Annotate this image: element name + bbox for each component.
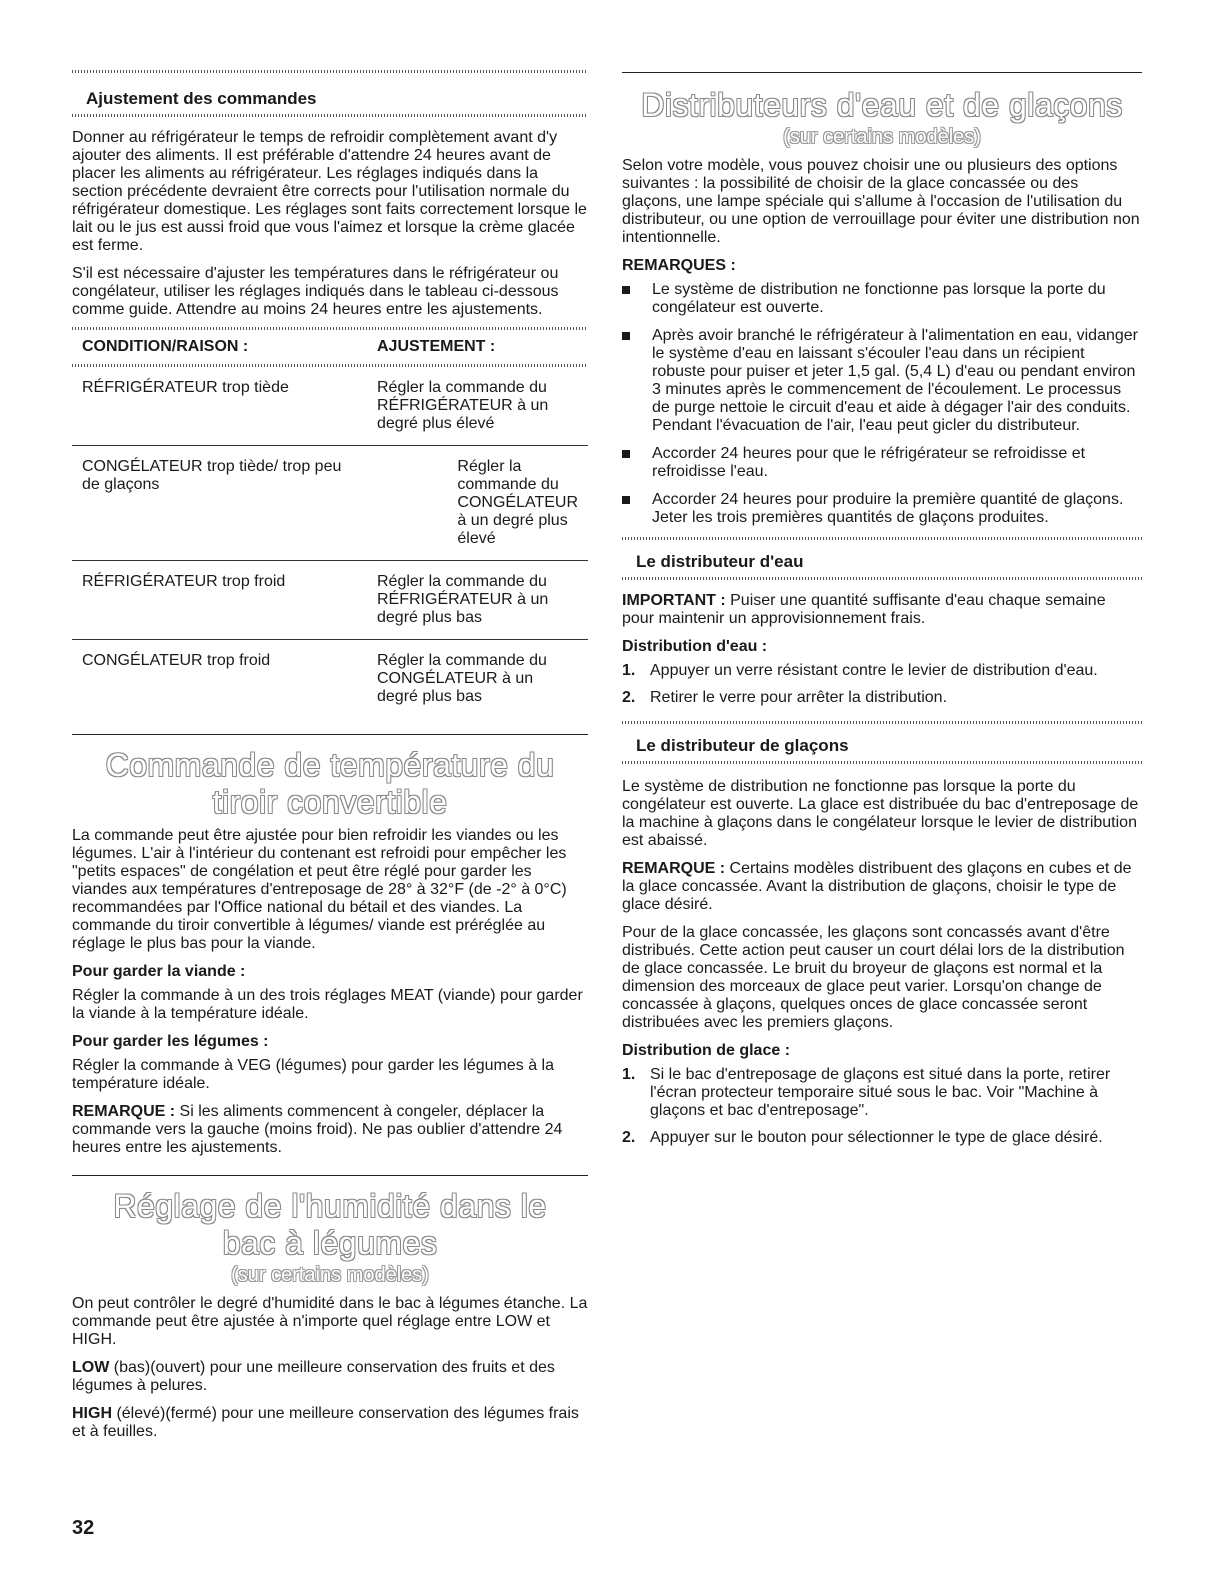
divider: [72, 114, 588, 117]
subheading-vegetables: Pour garder les légumes :: [72, 1033, 269, 1050]
section-heading-ice: Le distributeur de glaçons: [636, 736, 849, 755]
condition-cell: CONGÉLATEUR trop tiède/ trop peu de glaçons: [82, 458, 342, 493]
paragraph: Régler la commande à VEG (légumes) pour garder les légumes à la température idéale.: [72, 1057, 555, 1092]
table-row: [72, 561, 588, 640]
list-item: [622, 491, 1142, 527]
paragraph: S'il est nécessaire d'ajuster les températures dans le réfrigérateur ou congélateur, utiliser les réglages indiqués dans le tableau ci-dessous comme guide. Attendre au moins 24 heures entre les ajustements.: [72, 265, 559, 318]
section-heading-water: Le distributeur d'eau: [636, 552, 804, 571]
paragraph: Donner au réfrigérateur le temps de refroidir complètement avant d'y ajouter des aliments. Il est préférable d'attendre 24 heures avant de placer les aliments au réfrigérateur. Les réglages indiqués dans la section précédente devraient être corrects pour l'utilisation normale du réfrigérateur domestique. Les réglages sont faits correctement lorsque le lait ou le jus est aussi froid que vous l'aimez et lorsque la crème glacée est ferme.: [72, 129, 587, 254]
important-label: IMPORTANT :: [622, 592, 726, 609]
table-row: [72, 446, 588, 561]
list-item: 1. Si le bac d'entreposage de glaçons est situé dans la porte, retirer l'écran protecteur temporaire situé sous le bac. Voir "Machine à glaçons et bac d'entreposage".: [622, 1066, 1111, 1119]
low-text: (bas)(ouvert) pour une meilleure conservation des fruits et des légumes à pelures.: [72, 1359, 555, 1394]
paragraph: Régler la commande à un des trois réglages MEAT (viande) pour garder la viande à la température idéale.: [72, 987, 583, 1022]
remark-text: Si les aliments commencent à congeler, déplacer la commande vers la gauche (moins froid). Ne pas oublier d'attendre 24 heures entre les ajustements.: [72, 1103, 563, 1156]
remark-paragraph: [72, 1103, 588, 1157]
low-label: LOW: [72, 1359, 110, 1376]
section-title-drawer: Commande de température du tiroir convertible: [105, 747, 555, 820]
list-item-text: Appuyer sur le bouton pour sélectionner le type de glace désiré.: [650, 1129, 1103, 1146]
bullet-icon: [622, 332, 630, 340]
left-column: [72, 70, 588, 1451]
list-item: 2. Appuyer sur le bouton pour sélectionner le type de glace désiré.: [622, 1129, 1103, 1146]
list-item: 1. Appuyer un verre résistant contre le levier de distribution d'eau.: [622, 662, 1098, 679]
remark-paragraph: [622, 860, 1142, 914]
list-item-text: Si le bac d'entreposage de glaçons est situé dans la porte, retirer l'écran protecteur temporaire situé sous le bac. Voir "Machine à glaçons et bac d'entreposage".: [650, 1066, 1111, 1119]
table-row: [72, 640, 588, 730]
subheading-ice-dispensing: Distribution de glace :: [622, 1042, 791, 1059]
column-header-adjustment: AJUSTEMENT :: [377, 338, 496, 355]
section-heading-adjustment: Ajustement des commandes: [86, 89, 317, 108]
paragraph: Selon votre modèle, vous pouvez choisir une ou plusieurs des options suivantes : la possibilité de choisir de la glace concassée ou des glaçons, une lampe spéciale qui s'allume à l'occasion de l'utilisation du distributeur, ou une option de verrouillage pour éviter une distribution non intentionnelle.: [622, 157, 1140, 246]
subheading-water-dispensing: Distribution d'eau :: [622, 638, 768, 655]
important-paragraph: [622, 592, 1142, 628]
ice-steps: [622, 1066, 1142, 1147]
high-label: HIGH: [72, 1405, 112, 1422]
table-header: [72, 330, 588, 364]
condition-cell: RÉFRIGÉRATEUR trop froid: [82, 573, 286, 590]
list-item: 2. Retirer le verre pour arrêter la distribution.: [622, 689, 948, 706]
section-subtitle: (sur certains modèles): [783, 126, 981, 148]
adjustment-cell: Régler la commande du CONGÉLATEUR à un degré plus bas: [377, 652, 547, 705]
divider: [622, 577, 1142, 580]
section-rule: [72, 734, 588, 735]
subheading-meat: Pour garder la viande :: [72, 963, 246, 980]
remark-text: Certains modèles distribuent des glaçons en cubes et de la glace concassée. Avant la distribution de glaçons, choisir le type de glace désiré.: [622, 860, 1132, 913]
adjustment-cell: Régler la commande du RÉFRIGÉRATEUR à un degré plus bas: [377, 573, 549, 626]
list-item: [622, 445, 1142, 481]
divider: [622, 761, 1142, 764]
section-subtitle: (sur certains modèles): [231, 1264, 429, 1286]
condition-cell: RÉFRIGÉRATEUR trop tiède: [82, 379, 289, 396]
remark-label: REMARQUE :: [72, 1103, 176, 1120]
condition-cell: CONGÉLATEUR trop froid: [82, 652, 271, 669]
list-item-text: Retirer le verre pour arrêter la distribution.: [650, 689, 948, 706]
remark-label: REMARQUE :: [622, 860, 726, 877]
adjustment-table: [72, 327, 588, 730]
list-item-text: Accorder 24 heures pour produire la première quantité de glaçons. Jeter les trois premières quantités de glaçons produites.: [652, 491, 1124, 526]
section-rule: [72, 1175, 588, 1176]
list-item: [622, 281, 1142, 317]
bullet-icon: [622, 286, 630, 294]
section-title-dispensers: Distributeurs d'eau et de glaçons: [641, 87, 1123, 123]
bullet-icon: [622, 450, 630, 458]
page-number: 32: [72, 1517, 95, 1539]
table-row: [72, 367, 588, 446]
list-item: [622, 327, 1142, 435]
column-header-condition: CONDITION/RAISON :: [82, 338, 249, 355]
section-title-humidity: Réglage de l'humidité dans le bac à légumes: [113, 1188, 547, 1261]
low-paragraph: [72, 1359, 588, 1395]
list-item-text: Accorder 24 heures pour que le réfrigérateur se refroidisse et refroidisse l'eau.: [652, 445, 1086, 480]
section-rule: [622, 72, 1142, 73]
high-paragraph: [72, 1405, 588, 1441]
list-item-text: Après avoir branché le réfrigérateur à l'alimentation en eau, vidanger le système d'eau en laissant s'écouler l'eau dans un récipient robuste pour puiser et jeter 1,5 gal. (5,4 L) d'eau ou pendant environ 3 minutes après le commencement de l'écoulement. Le processus de purge nettoie le circuit d'eau et aide à dégager l'air des conduits. Pendant l'évacuation de l'air, l'eau peut gicler du distributeur.: [652, 327, 1138, 434]
bullet-icon: [622, 496, 630, 504]
adjustment-cell: Régler la commande du RÉFRIGÉRATEUR à un degré plus élevé: [377, 379, 549, 432]
important-text: Puiser une quantité suffisante d'eau chaque semaine pour maintenir un approvisionnement frais.: [622, 592, 1106, 627]
remarks-heading: REMARQUES :: [622, 257, 736, 274]
right-column: [622, 70, 1142, 1157]
paragraph: On peut contrôler le degré d'humidité dans le bac à légumes étanche. La commande peut être ajustée à n'importe quel réglage entre LOW et HIGH.: [72, 1295, 588, 1348]
list-item-text: Appuyer un verre résistant contre le levier de distribution d'eau.: [650, 662, 1098, 679]
list-item-text: Le système de distribution ne fonctionne pas lorsque la porte du congélateur est ouverte.: [652, 281, 1106, 316]
paragraph: Le système de distribution ne fonctionne pas lorsque la porte du congélateur est ouverte. La glace est distribuée du bac d'entreposage de la machine à glaçons dans le congélateur lorsque le levier de distribution est abaissé.: [622, 778, 1139, 849]
paragraph: Pour de la glace concassée, les glaçons sont concassés avant d'être distribués. Cette action peut causer un court délai lors de la distribution de glace concassée. Le bruit du broyeur de glaçons est normal et la dimension des morceaux de glace peut varier. Lorsqu'on change de concassée à glaçons, quelques onces de glace concassée seront distribuées avec les premiers glaçons.: [622, 924, 1125, 1031]
remarks-list: [622, 281, 1142, 527]
water-steps: [622, 662, 1142, 707]
paragraph: La commande peut être ajustée pour bien refroidir les viandes ou les légumes. L'air à l'intérieur du contenant est refroidi pour empêcher les "petits espaces" de congélation et peut être réglé pour garder les viandes aux températures d'entreposage de 28° à 32°F (de -2° à 0°C) recommandées par l'Office national du bétail et des viandes. La commande du tiroir convertible à légumes/ viande est préréglée au réglage le plus bas pour la viande.: [72, 827, 567, 952]
high-text: (élevé)(fermé) pour une meilleure conservation des légumes frais et à feuilles.: [72, 1405, 579, 1440]
adjustment-cell: Régler la commande du CONGÉLATEUR à un degré plus élevé: [457, 458, 578, 547]
